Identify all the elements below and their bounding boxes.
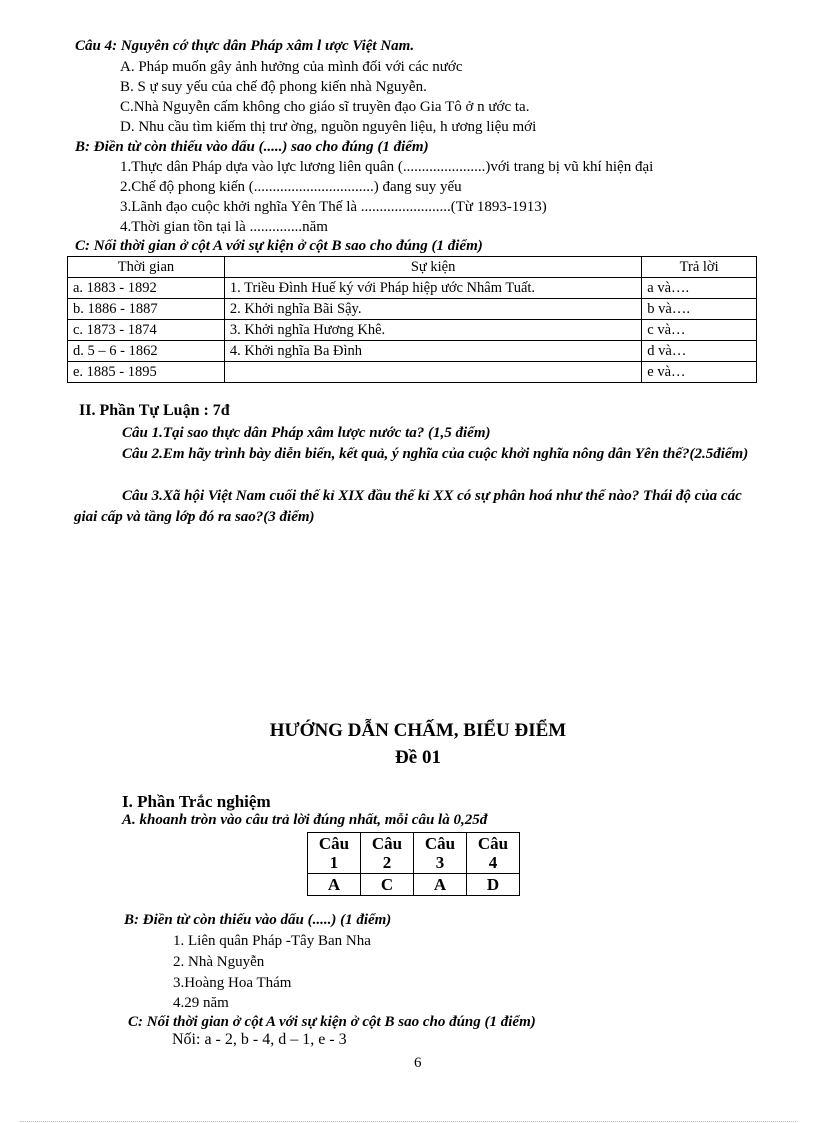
table-cell: b và…. <box>642 299 757 320</box>
table-cell: c. 1873 - 1874 <box>68 320 225 341</box>
cell-label: Câu <box>477 834 509 853</box>
question-4-option-d: D. Nhu cầu tìm kiếm thị trư ờng, nguồn nguyên liệu, h ương liệu mới <box>120 119 537 135</box>
guide-part-1: I. Phần Trắc nghiệm <box>122 792 271 811</box>
table-cell: A <box>308 874 361 896</box>
table-cell <box>224 362 641 383</box>
question-4-option-c: C.Nhà Nguyễn cấm không cho giáo sĩ truyền đạo Gia Tô ở n ước ta. <box>120 99 530 115</box>
cell-number: 1 <box>329 853 339 872</box>
table-cell: 3. Khởi nghĩa Hương Khê. <box>224 320 641 341</box>
cell-label: Câu <box>371 834 403 853</box>
guide-part-c-answer: Nối: a - 2, b - 4, d – 1, e - 3 <box>172 1031 347 1048</box>
table-cell: C <box>361 874 414 896</box>
essay-heading: II. Phần Tự Luận : 7đ <box>79 402 230 419</box>
guide-subtitle: Đề 01 <box>395 747 441 768</box>
table-row <box>68 362 757 383</box>
table-cell: d và… <box>642 341 757 362</box>
table-row <box>68 320 757 341</box>
table-cell: 1. Triều Đình Huế ký với Pháp hiệp ước Nhâm Tuất. <box>224 278 641 299</box>
guide-part-b-answer-2: 2. Nhà Nguyễn <box>173 954 265 970</box>
essay-question-3: Câu 3.Xã hội Việt Nam cuối thế kỉ XIX đầu thế kỉ XX có sự phân hoá như thế nào? Thái độ của các giai cấp và tầng lớp đó ra sao?(3 điểm) <box>74 488 742 525</box>
table-cell: D <box>467 874 520 896</box>
essay-question-1: Câu 1.Tại sao thực dân Pháp xâm lược nước ta? (1,5 điểm) <box>122 425 491 441</box>
table-cell <box>308 833 361 874</box>
table-header-answer: Trả lời <box>642 257 757 278</box>
part-b-title: B: Điền từ còn thiếu vào dấu (.....) sao cho đúng (1 điểm) <box>75 139 429 155</box>
matching-table <box>67 256 757 383</box>
question-4-option-a: A. Pháp muốn gây ảnh hưởng của mình đối với các nước <box>120 59 463 75</box>
table-cell: e và… <box>642 362 757 383</box>
guide-title: HƯỚNG DẪN CHẤM, BIỂU ĐIỂM <box>269 720 567 741</box>
cell-number: 4 <box>488 853 498 872</box>
guide-part-b-answer-4: 4.29 năm <box>173 995 229 1011</box>
cell-number: 3 <box>435 853 445 872</box>
page-divider <box>20 1121 796 1122</box>
table-cell: e. 1885 - 1895 <box>68 362 225 383</box>
table-cell: 4. Khởi nghĩa Ba Đình <box>224 341 641 362</box>
page-number: 6 <box>414 1055 422 1071</box>
table-cell: A <box>414 874 467 896</box>
table-cell: d. 5 – 6 - 1862 <box>68 341 225 362</box>
guide-part-c: C: Nối thời gian ở cột A với sự kiện ở cột B sao cho đúng (1 điểm) <box>128 1014 536 1030</box>
table-cell <box>414 833 467 874</box>
table-cell <box>361 833 414 874</box>
answer-key-table <box>307 832 520 896</box>
table-cell: a. 1883 - 1892 <box>68 278 225 299</box>
table-header-row <box>68 257 757 278</box>
part-b-item-3: 3.Lãnh đạo cuộc khởi nghĩa Yên Thế là ........................(Từ 1893-1913) <box>120 199 547 215</box>
question-4-option-b: B. S ự suy yếu của chế độ phong kiến nhà Nguyễn. <box>120 79 427 95</box>
guide-part-b-answer-1: 1. Liên quân Pháp -Tây Ban Nha <box>173 933 371 949</box>
guide-part-b-answer-3: 3.Hoàng Hoa Thám <box>173 975 292 991</box>
question-4-title: Câu 4: Nguyên cớ thực dân Pháp xâm l ược Việt Nam. <box>75 38 415 54</box>
cell-label: Câu <box>424 834 456 853</box>
table-header-time: Thời gian <box>68 257 225 278</box>
table-header-event: Sự kiện <box>224 257 641 278</box>
table-row <box>68 299 757 320</box>
part-b-item-4: 4.Thời gian tồn tại là ..............năm <box>120 219 328 235</box>
table-cell <box>467 833 520 874</box>
table-cell: b. 1886 - 1887 <box>68 299 225 320</box>
table-row <box>308 833 520 874</box>
cell-label: Câu <box>318 834 350 853</box>
table-cell: c và… <box>642 320 757 341</box>
cell-number: 2 <box>382 853 392 872</box>
table-cell: 2. Khởi nghĩa Bãi Sậy. <box>224 299 641 320</box>
guide-part-b: B: Điền từ còn thiếu vào dấu (.....) (1 điểm) <box>124 912 392 928</box>
table-row <box>308 874 520 896</box>
part-b-item-1: 1.Thực dân Pháp dựa vào lực lương liên quân (......................)với trang bị vũ khí hiện đại <box>120 159 654 175</box>
table-cell: a và…. <box>642 278 757 299</box>
guide-part-a: A. khoanh tròn vào câu trả lời đúng nhất, mỗi câu là 0,25đ <box>122 812 488 828</box>
essay-question-2: Câu 2.Em hãy trình bày diễn biến, kết quả, ý nghĩa của cuộc khởi nghĩa nông dân Yên thế?(2.5điểm) <box>122 446 749 462</box>
part-b-item-2: 2.Chế độ phong kiến (................................) đang suy yếu <box>120 179 462 195</box>
part-c-title: C: Nối thời gian ở cột A với sự kiện ở cột B sao cho đúng (1 điểm) <box>75 238 483 254</box>
table-row <box>68 278 757 299</box>
table-row <box>68 341 757 362</box>
